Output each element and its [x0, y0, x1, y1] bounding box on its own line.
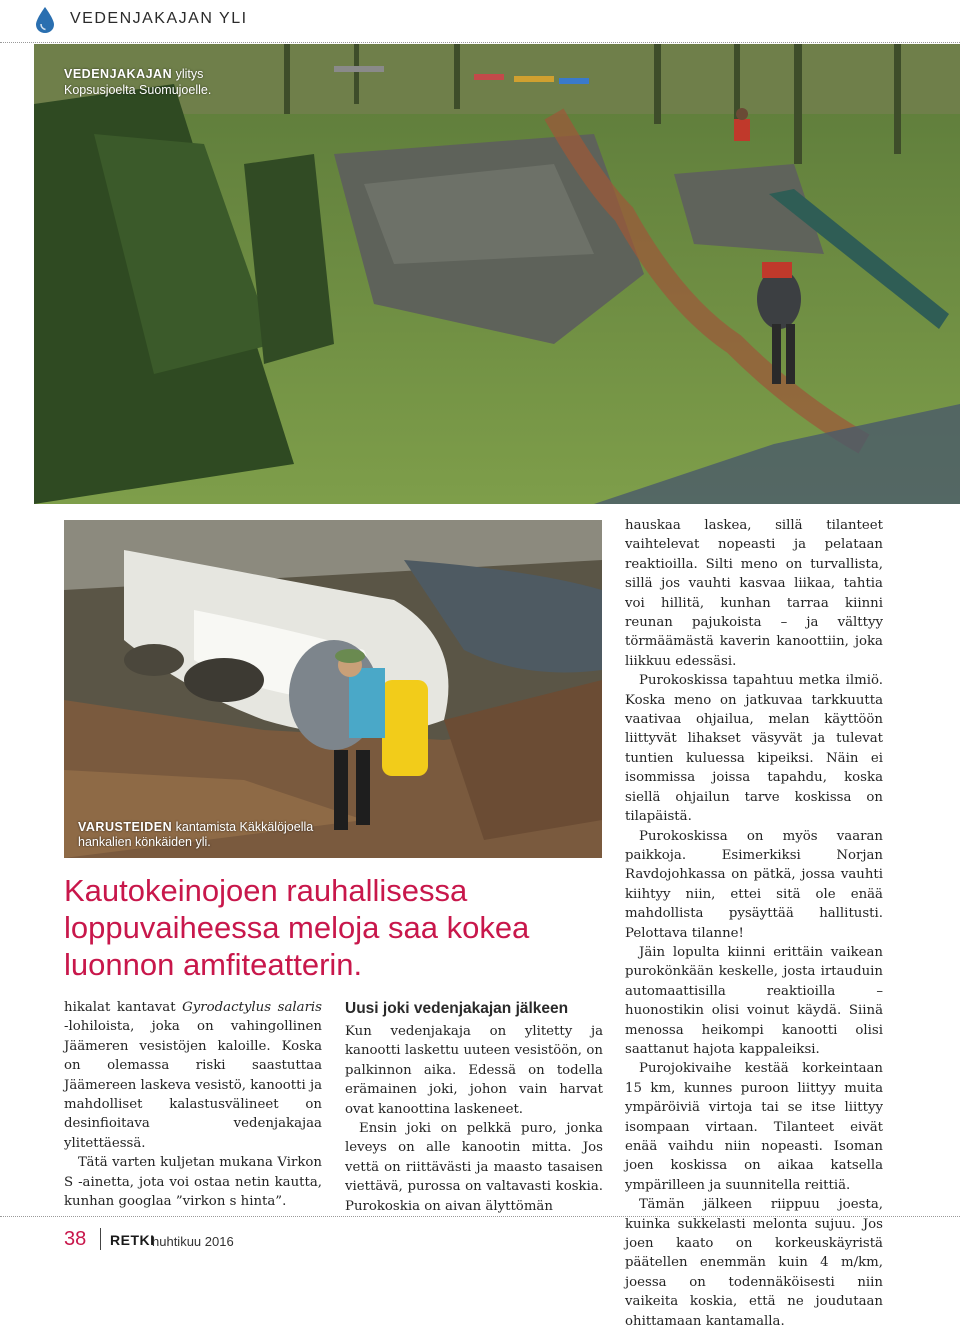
subheading: Uusi joki vedenjakajan jälkeen [345, 1000, 569, 1017]
middle-photo-caption [78, 820, 313, 850]
caption-top-lead: VEDENJAKAJAN [64, 67, 173, 81]
water-drop-icon [34, 6, 56, 34]
caption-mid-line1: kantamista Käkkälöjoella [172, 820, 314, 834]
left-p1-pre: hikalat kantavat [64, 1000, 183, 1015]
top-photo-caption [64, 66, 211, 98]
right-paragraph-1: hauskaa laskea, sillä tilanteet vaihtelevat nopeasti ja pelataan reaktioilla. Silti meno on turvallista, sillä jos vauhti kasvaa liikaa, tahtia voi hillitä, kunhan tarraa kiinni reunan pajukoista – ja välttyy törmäämästä kaverin kanoottiin, joka liikkuu edessäsi. [625, 518, 883, 669]
body-column-middle [345, 998, 603, 1216]
left-p1-italic: Gyrodactylus salaris [182, 1000, 323, 1015]
right-paragraph-5: Purojokivaihe kestää korkeintaan 15 km, kunnes puroon liittyy muita ympäröiviä virtoja tai se itse liittyy isompaan virtaan. Tilanteet eivät enää vaihdu niin nopeasti. Isoman joen koskissa on aikaa katsella ympärilleen ja suunnitella reittiä. [625, 1061, 883, 1193]
body-column-left [64, 998, 322, 1211]
left-paragraph-2: Tätä varten kuljetan mukana Virkon S -ainetta, jota voi ostaa netin kautta, kunhan googlaa ”virkon s hinta”. [64, 1155, 322, 1210]
section-title: VEDENJAKAJAN YLI [70, 10, 248, 27]
issue-date: huhtikuu 2016 [152, 1234, 234, 1249]
middle-paragraph-2: Ensin joki on pelkkä puro, jonka leveys on alle kanootin mitta. Jos vettä on riittävästi ja maasto tasaisen viettävä, purossa on valtavasti koskia. Purokoskia on aivan älyttömän [345, 1121, 603, 1214]
magazine-logo: RETKI [110, 1232, 155, 1248]
left-paragraph-1 [64, 998, 322, 1153]
top-photo-portage-between-rivers [34, 44, 960, 504]
header-divider [0, 42, 960, 43]
body-column-right [625, 516, 883, 1331]
right-paragraph-2: Purokoskissa tapahtuu metka ilmiö. Koska meno on jatkuvaa tarkkuutta vaativaa ohjailua, melan käyttöön liittyvät lihakset väsyvät ja tulevat tuntien kuluessa kipeiksi. Näin ei isommissa joissa tapahdu, koska siellä ohjailun tarve koskissa on tilapäistä. [625, 673, 883, 825]
caption-top-line2: Kopsusjoelta Suomujoelle. [64, 83, 212, 97]
right-paragraph-6: Tämän jälkeen riippuu joesta, kuinka sukkelasti melonta sujuu. Jos joen kaato on korkeuskäyristä päätellen enemmän kuin 4 m/km, joessa on todennäköisesti niin vaikeita koskia, että ne joudutaan ohittamaan kantamalla. [625, 1197, 883, 1329]
caption-mid-line2: hankalien könkäiden yli. [78, 835, 211, 849]
right-paragraph-4: Jäin lopulta kiinni erittäin vaikean purokönkään keskelle, josta irtauduin automaattisilla reaktioilla – huonostikin olisi voinut käydä. Siinä menossa heikompi kanootti olisi saattanut hajota kappaleiksi. [625, 944, 883, 1057]
middle-photo-carrying-gear [64, 520, 602, 858]
pull-quote: Kautokeinojoen rauhallisessa loppuvaiheessa meloja saa kokea luonnon amfiteatterin. [64, 873, 530, 982]
caption-top-line1: ylitys [172, 67, 204, 81]
middle-photo-illustration [64, 520, 602, 858]
footer-divider [0, 1216, 960, 1217]
middle-paragraph-1: Kun vedenjakaja on ylitetty ja kanootti laskettu uuteen vesistöön, on palkinnon aika. Edessä on todella erämainen joki, johon vain harvat ovat kanoottina laskeneet. [345, 1024, 603, 1117]
page-number: 38 [64, 1228, 87, 1250]
caption-mid-lead: VARUSTEIDEN [78, 820, 173, 834]
top-photo-illustration [34, 44, 960, 504]
left-p1-post: -lohiloista, joka on vahingollinen Jäämeren vesistöjen kaloille. Koska on olemassa riski saastuttaa Jäämereen laskeva vesistö, kanootti ja mahdolliset kalastusvälineet on desinfioitava vedenjakajaa ylitettäessä. [64, 1019, 323, 1151]
footer-separator [100, 1228, 101, 1250]
right-paragraph-3: Purokoskissa on myös vaaran paikkoja. Esimerkiksi Norjan Ravdojohkassa on pätkä, jossa vauhti kiihtyy niin, ettei sitä ole enää mahdollista pysäyttää hallitusti. Pelottava tilanne! [625, 828, 883, 941]
